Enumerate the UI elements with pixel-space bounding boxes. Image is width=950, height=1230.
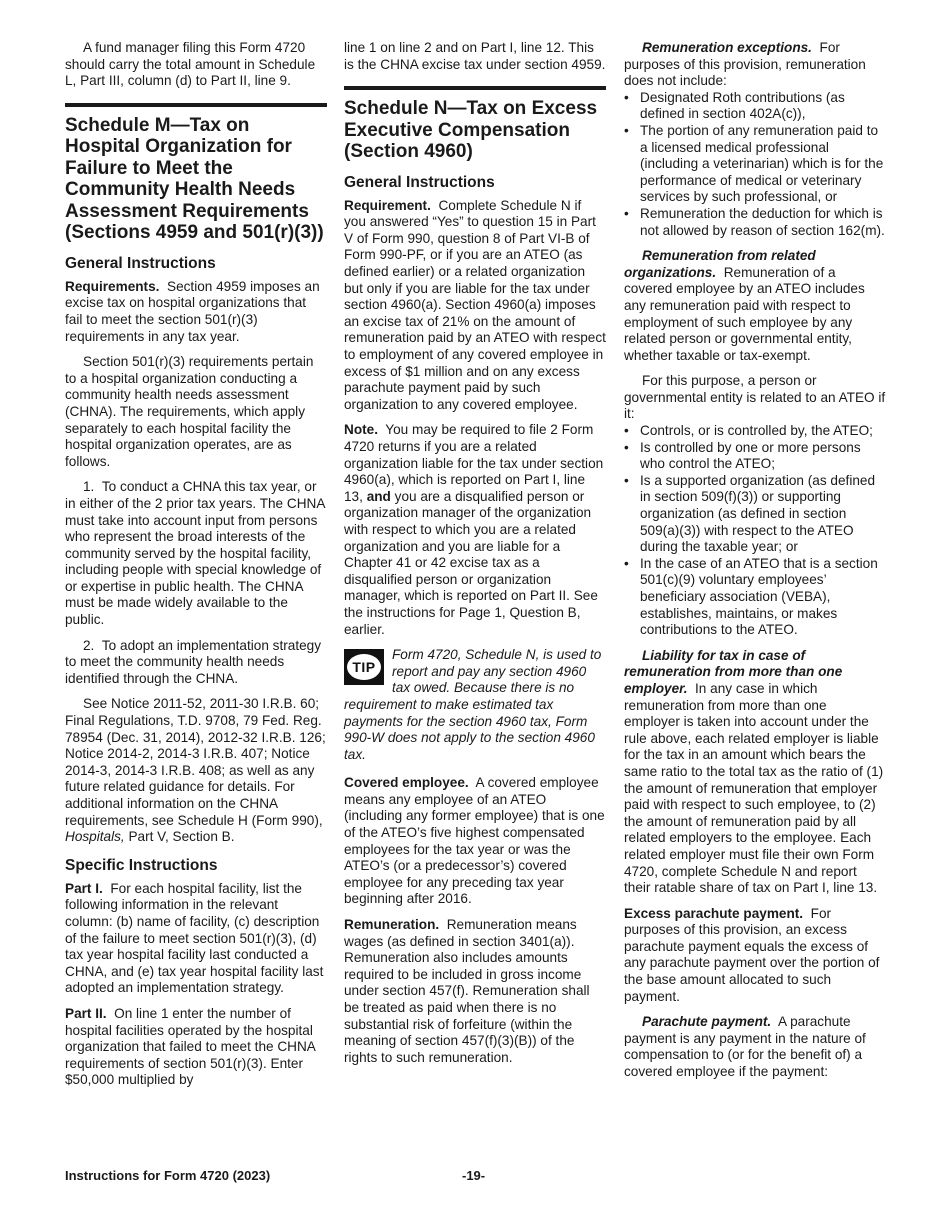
excess-parachute-paragraph: Excess parachute payment. For purposes of this provision, an excess parachute payment equals the excess of any parachute payment over the portion of the base amount allocated to such payment. (624, 905, 880, 1004)
note-paragraph: Note. You may be required to file 2 Form 4720 returns if you are a related organization liable for the tax under section 4960(a), which is reported on Part I, line 13, and you are a disqualified person or organization manager of the organization with respect to which you are a related organization and you are liable for a Chapter 41 or 42 excise tax as a disqualified person or organization manager, which is reported on Part II. See the instructions for Page 1, Question B, earlier. (344, 422, 604, 637)
paragraph-chna-excise: line 1 on line 2 and on Part I, line 12. This is the CHNA excise tax under section 4959. (344, 40, 606, 72)
related-purpose-paragraph: For this purpose, a person or governmental entity is related to an ATEO if it: (624, 373, 886, 422)
part-1-paragraph: Part I. For each hospital facility, list the following information in the relevant column: (b) name of facility, (c) description of the failure to meet section 501(r)(3), (d) tax year hospital facility last conducted a CHNA, and (e) tax year hospital facility last adopted an implementation strategy. (65, 880, 324, 996)
related-list (624, 423, 886, 639)
covered-employee-paragraph: Covered employee. A covered employee means any employee of an ATEO (including any former employee) that is one of the ATEO’s five highest compensated employees for the tax year or was the ATEO’s (or a predecessor’s) covered employee for any preceding tax year beginning after 2016. (344, 775, 605, 907)
paragraph-item-1: 1. To conduct a CHNA this tax year, or in either of the 2 prior tax years. The CHNA must take into account input from persons who represent the broad interests of the community served by the hospital facility, including people with special knowledge of or expertise in public health. The CHNA must be made widely available to the public. (65, 479, 325, 628)
requirements-lead: Requirements. (65, 278, 160, 294)
column-2 (344, 40, 606, 1075)
paragraph-501r3: Section 501(r)(3) requirements pertain to a hospital organization conducting a community health needs assessment (CHNA). The requirements, which apply separately to each hospital facility the hospital organization operates, are as follows. (65, 354, 314, 469)
schedule-m-heading: Schedule M—Tax on Hospital Organization for Failure to Meet the Community Health Needs Assessment Requirements (Sections 4959 and 501(r)(3)) (65, 114, 324, 244)
list-item: • Controls, or is controlled by, the ATEO; (624, 423, 886, 440)
remuneration-paragraph: Remuneration. Remuneration means wages (as defined in section 3401(a)). Remuneration also includes amounts required to be included in gross income under section 457(f). Remuneration shall be treated as paid when there is no substantial risk of forfeiture (within the meaning of section 457(f)(3)(B)) of the rights to such remuneration. (344, 917, 590, 1065)
footer-title: Instructions for Form 4720 (2023) (65, 1168, 271, 1183)
column-1 (65, 40, 327, 1098)
list-item: • Designated Roth contributions (as defined in section 402A(c)), (624, 90, 886, 123)
tip-icon: TIP (344, 649, 384, 685)
list-item: • Is controlled by one or more persons who control the ATEO; (624, 440, 886, 473)
general-instructions-heading: General Instructions (344, 173, 495, 191)
requirements-paragraph: Requirements. Section 4959 imposes an excise tax on hospital organizations that fail to meet the section 501(r)(3) requirements in any tax year. (65, 278, 320, 344)
paragraph-item-2: 2. To adopt an implementation strategy to meet the community health needs identified through the CHNA. (65, 637, 322, 686)
parachute-payment-paragraph: Parachute payment. A parachute payment is any payment in the nature of compensation to (or for the benefit of) a covered employee if the payment: (624, 1014, 866, 1080)
paragraph-fund-manager: A fund manager filing this Form 4720 should carry the total amount in Schedule L, Part III, column (d) to Part II, line 9. (65, 40, 316, 89)
column-3 (624, 40, 886, 1090)
general-instructions-heading: General Instructions (65, 254, 216, 272)
tip-text: Form 4720, Schedule N, is used to report and pay any section 4960 tax owed. Because there is no requirement to make estimated tax payments for the section 4960 tax, Form 990-W does not apply to the section 4960 tax. (344, 647, 602, 762)
schedule-n-heading: Schedule N—Tax on Excess Executive Compensation (Section 4960) (344, 98, 598, 163)
related-organizations-paragraph: Remuneration from related organizations. Remuneration of a covered employee by an ATEO includes any remuneration paid with respect to employment of such employee by any related person or governmental entity, whether taxable or tax-exempt. (624, 248, 865, 363)
tip-box (344, 647, 606, 763)
section-divider (65, 103, 327, 107)
specific-instructions-heading: Specific Instructions (65, 856, 218, 874)
list-item: • The portion of any remuneration paid to a licensed medical professional (including a veterinarian) which is for the performance of medical or veterinary services by such professional, or (624, 123, 886, 206)
list-item: • In the case of an ATEO that is a section 501(c)(9) voluntary employees’ beneficiary association (VEBA), establishes, maintains, or makes contributions to the ATEO. (624, 556, 886, 639)
list-item: • Remuneration the deduction for which is not allowed by reason of section 162(m). (624, 206, 886, 239)
paragraph-see-notice: See Notice 2011-52, 2011-30 I.R.B. 60; Final Regulations, T.D. 9708, 79 Fed. Reg. 78954 (Dec. 31, 2014), 2012-32 I.R.B. 126; Notice 2014-2, 2014-3 I.R.B. 407; Notice 2014-3, 2014-3 I.R.B. 408; as well as any future related guidance for details. For additional information on the CHNA requirements, see Schedule H (Form 990), Hospitals, Part V, Section B. (65, 696, 326, 845)
page-number: -19- (462, 1168, 486, 1183)
list-item: • Is a supported organization (as defined in section 509(f)(3)) or supporting organization (as defined in section 509(a)(3)) with respect to the ATEO during the taxable year; or (624, 473, 886, 556)
liability-paragraph: Liability for tax in case of remuneration from more than one employer. In any case in which remuneration from more than one employer is taken into account under the rule above, each related employer is liable for the tax in an amount which bears the same ratio to the total tax as the ratio of (1) the amount of remuneration that employer paid with respect to such employee, to (2) the amount of remuneration paid by all related employers to the employee. Each related employer must file their own Form 4720, complete Schedule N and report their ratable share of tax on Part I, line 13. (624, 647, 884, 896)
exceptions-list (624, 90, 886, 239)
section-divider (344, 86, 606, 90)
remuneration-exceptions-paragraph: Remuneration exceptions. For purposes of this provision, remuneration does not include: (624, 40, 866, 89)
requirement-paragraph: Requirement. Complete Schedule N if you answered “Yes” to question 15 in Part V of Form 990, question 8 of Part VI-B of Form 990-PF, or if you are an ATEO (as defined earlier) or a related organization but only if you are liable for the tax under section 4960(a). Section 4960(a) imposes an excise tax of 21% on the amount of remuneration paid by an ATEO with respect to employment of any covered employee in excess of $1 million and on any excess parachute payment paid by such organization to any covered employee. (344, 197, 606, 412)
part-2-paragraph: Part II. On line 1 enter the number of hospital facilities operated by the hospital organization that failed to meet the CHNA requirements of section 501(r)(3). Enter $50,000 multiplied by (65, 1005, 316, 1088)
